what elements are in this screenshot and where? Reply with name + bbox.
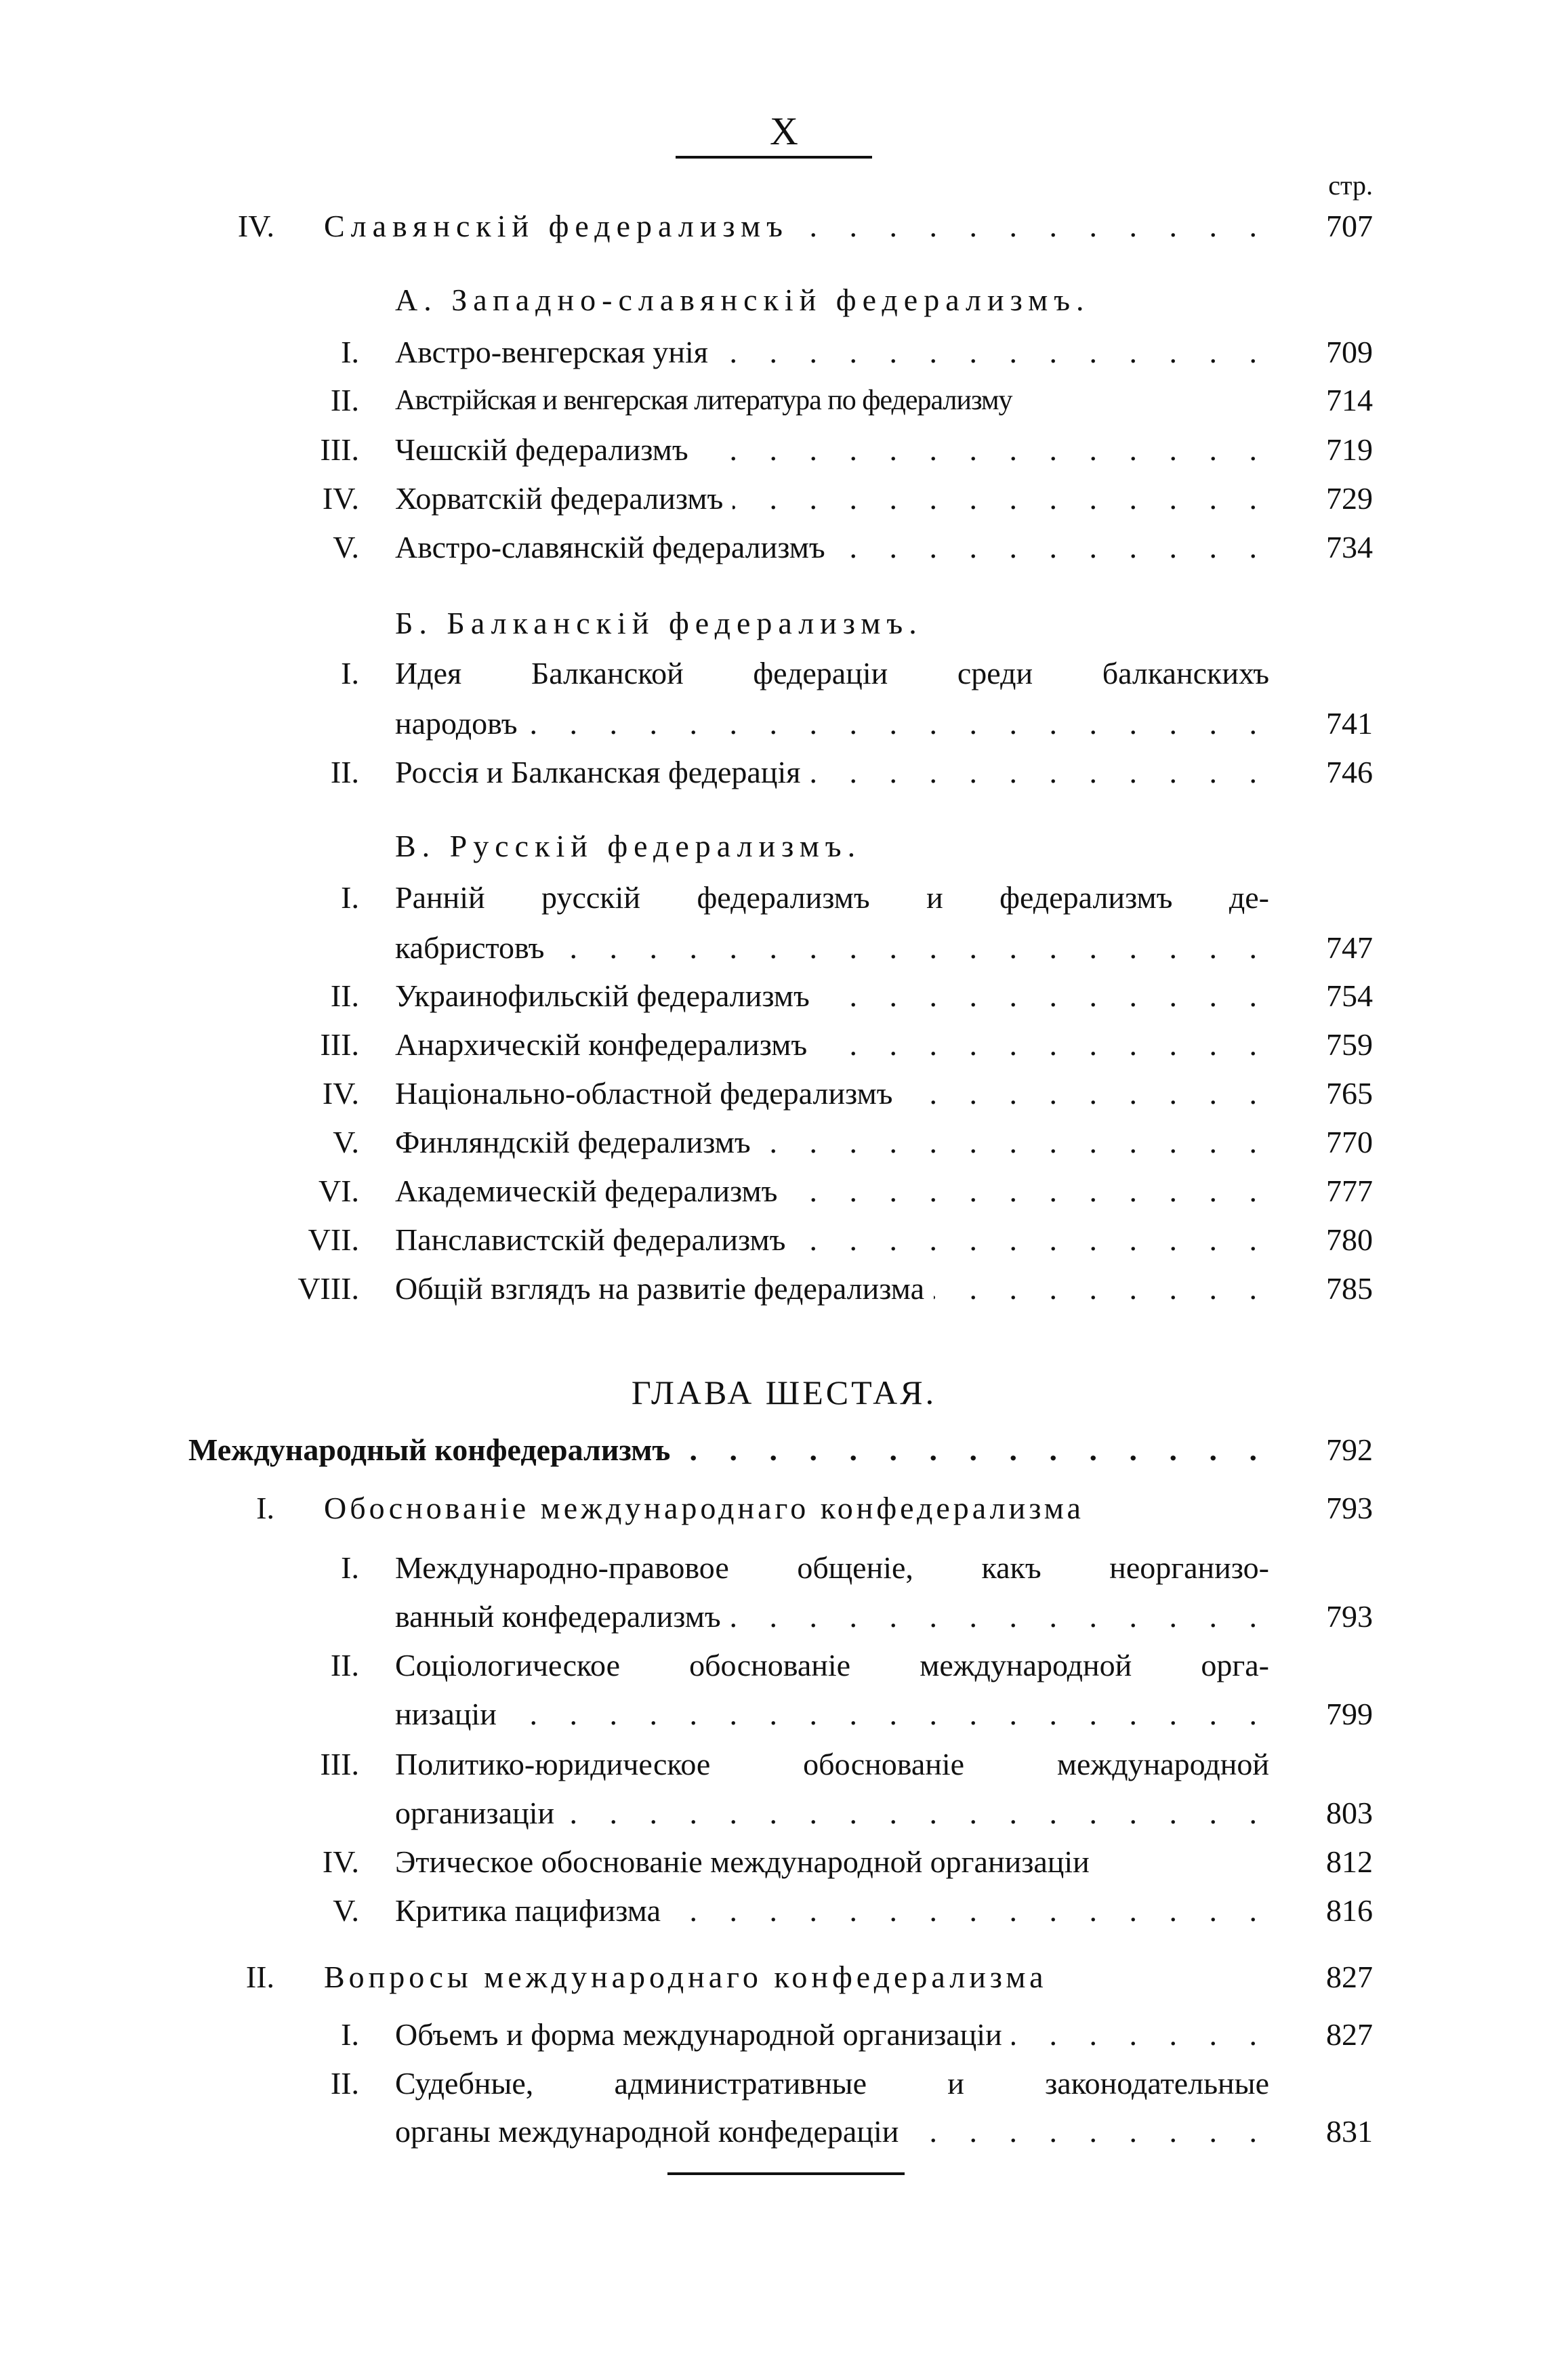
entry-page: 714 bbox=[1326, 383, 1373, 417]
part-title: Обоснованіе международнаго конфедерализма bbox=[324, 1491, 1084, 1525]
entry-page: 785 bbox=[1326, 1271, 1373, 1306]
entry-title-line2: народовъ . . . bbox=[395, 703, 1269, 744]
entry-page: 799 bbox=[1326, 1697, 1373, 1731]
entry-numeral: IV. bbox=[322, 1844, 359, 1879]
toc-entry[interactable] bbox=[0, 1171, 1568, 1212]
entry-page: 780 bbox=[1326, 1222, 1373, 1257]
entry-numeral: I. bbox=[341, 1550, 359, 1585]
entry-title: Панславистскій федерализмъ . . . bbox=[395, 1220, 1269, 1260]
entry-numeral: III. bbox=[320, 1027, 359, 1062]
toc-entry[interactable] bbox=[0, 752, 1568, 793]
entry-title: Объемъ и форма международной организаціи . . . bbox=[395, 2014, 1269, 2055]
toc-entry-line1[interactable] bbox=[0, 2063, 1568, 2104]
toc-entry[interactable] bbox=[0, 2014, 1568, 2055]
part-title: Вопросы международнаго конфедерализма bbox=[324, 1960, 1048, 1994]
entry-numeral: II. bbox=[330, 383, 359, 417]
toc-entry-line2[interactable] bbox=[0, 2111, 1568, 2152]
entry-page: 765 bbox=[1326, 1076, 1373, 1111]
entry-page: 827 bbox=[1326, 1960, 1373, 1994]
section-heading: А. Западно-славянскій федерализмъ. bbox=[395, 283, 1090, 317]
entry-numeral: III. bbox=[320, 1747, 359, 1781]
entry-page: 707 bbox=[1326, 209, 1373, 243]
entry-page: 709 bbox=[1326, 335, 1373, 369]
entry-page: 831 bbox=[1326, 2114, 1373, 2149]
entry-title-line1: Международно-правовое общеніе, какъ неорганизо- bbox=[395, 1550, 1269, 1585]
toc-entry[interactable] bbox=[0, 1220, 1568, 1260]
entry-title-line2: низаціи . . . bbox=[395, 1694, 1269, 1735]
entry-numeral: II. bbox=[330, 978, 359, 1013]
toc-entry-line2[interactable] bbox=[0, 1694, 1568, 1735]
toc-entry-line1[interactable] bbox=[0, 877, 1568, 918]
entry-numeral: VI. bbox=[318, 1174, 359, 1208]
entry-page: 792 bbox=[1326, 1432, 1373, 1467]
entry-title-line2: органы международной конфедераціи . . . bbox=[395, 2111, 1269, 2152]
toc-entry-line1[interactable] bbox=[0, 1744, 1568, 1785]
page-column-label: стр. bbox=[1328, 170, 1373, 201]
toc-entry[interactable] bbox=[0, 1073, 1568, 1114]
entry-title-line1: Идея Балканской федераціи среди балканскихъ bbox=[395, 656, 1269, 690]
entry-numeral: II. bbox=[330, 2066, 359, 2101]
toc-entry-line1[interactable] bbox=[0, 1645, 1568, 1686]
entry-page: 719 bbox=[1326, 432, 1373, 467]
entry-page: 770 bbox=[1326, 1125, 1373, 1159]
entry-title-line1: Соціологическое обоснованіе международной орга- bbox=[395, 1648, 1269, 1682]
entry-page: 777 bbox=[1326, 1174, 1373, 1208]
entry-page: 793 bbox=[1326, 1491, 1373, 1525]
entry-page: 754 bbox=[1326, 978, 1373, 1013]
section-heading: В. Русскій федерализмъ. bbox=[395, 829, 862, 863]
toc-entry-line1[interactable] bbox=[0, 653, 1568, 694]
entry-title: Общій взглядъ на развитіе федерализма . . . bbox=[395, 1268, 1269, 1309]
entry-numeral: II. bbox=[330, 1648, 359, 1682]
entry-numeral: I. bbox=[341, 656, 359, 690]
toc-entry[interactable] bbox=[0, 1842, 1568, 1882]
entry-title: Финляндскій федерализмъ . . . bbox=[395, 1122, 1269, 1163]
entry-title: Критика пацифизма . . . bbox=[395, 1890, 1269, 1931]
toc-entry[interactable] bbox=[0, 206, 1568, 247]
entry-title: Россія и Балканская федерація . . . bbox=[395, 752, 1269, 793]
toc-entry[interactable] bbox=[0, 430, 1568, 470]
entry-title: Чешскій федерализмъ . . . bbox=[395, 430, 1269, 470]
toc-entry-part[interactable] bbox=[0, 1488, 1568, 1529]
toc-entry-line2[interactable] bbox=[0, 703, 1568, 744]
toc-entry[interactable] bbox=[0, 1122, 1568, 1163]
entry-title-line2: организаціи . . . bbox=[395, 1793, 1269, 1834]
entry-page: 827 bbox=[1326, 2017, 1373, 2052]
entry-page: 729 bbox=[1326, 481, 1373, 516]
entry-page: 803 bbox=[1326, 1796, 1373, 1830]
entry-title: Украинофильскій федерализмъ . . . bbox=[395, 976, 1269, 1016]
entry-page: 793 bbox=[1326, 1599, 1373, 1634]
toc-entry-line2[interactable] bbox=[0, 928, 1568, 968]
toc-entry-line1[interactable] bbox=[0, 1548, 1568, 1588]
part-numeral: I. bbox=[256, 1491, 274, 1525]
entry-title-line2: кабристовъ . . . bbox=[395, 928, 1269, 968]
entry-title: Этическое обоснованіе международной организаціи bbox=[395, 1842, 1269, 1882]
toc-entry-line2[interactable] bbox=[0, 1596, 1568, 1637]
section-heading: Б. Балканскій федерализмъ. bbox=[395, 606, 923, 640]
entry-title-line1: Судебные, административные и законодательные bbox=[395, 2066, 1269, 2101]
entry-numeral: I. bbox=[341, 880, 359, 915]
entry-title: Національно-областной федерализмъ . . . bbox=[395, 1073, 1269, 1114]
entry-title: Академическій федерализмъ . . . bbox=[395, 1171, 1269, 1212]
footer-rule bbox=[667, 2172, 905, 2175]
toc-entry[interactable] bbox=[0, 1268, 1568, 1309]
entry-title: Австро-венгерская унія . . . bbox=[395, 332, 1269, 373]
entry-title-line2: ванный конфедерализмъ . . . bbox=[395, 1596, 1269, 1637]
entry-title: Анархическій конфедерализмъ . . . bbox=[395, 1025, 1269, 1065]
part-numeral: II. bbox=[245, 1960, 274, 1994]
chapter-title: Международный конфедерализмъ . . . bbox=[188, 1430, 1269, 1470]
entry-title: Славянскій федерализмъ . . . bbox=[324, 206, 1269, 247]
entry-page: 747 bbox=[1326, 930, 1373, 965]
entry-title: Хорватскій федерализмъ . . . bbox=[395, 478, 1269, 519]
entry-title-line1: Политико-юридическое обоснованіе международной bbox=[395, 1747, 1269, 1781]
entry-page: 812 bbox=[1326, 1844, 1373, 1879]
entry-title: Австрійская и венгерская литература по федерализму bbox=[395, 380, 1269, 421]
chapter-heading: ГЛАВА ШЕСТАЯ. bbox=[631, 1373, 937, 1411]
entry-numeral: IV. bbox=[322, 481, 359, 516]
entry-numeral: II. bbox=[330, 755, 359, 789]
page-number: X bbox=[770, 109, 798, 153]
toc-entry[interactable] bbox=[0, 1025, 1568, 1065]
toc-entry[interactable] bbox=[0, 332, 1568, 373]
entry-numeral: I. bbox=[341, 335, 359, 369]
entry-numeral: III. bbox=[320, 432, 359, 467]
entry-page: 734 bbox=[1326, 530, 1373, 564]
entry-numeral: V. bbox=[333, 1893, 359, 1928]
entry-numeral: V. bbox=[333, 530, 359, 564]
toc-entry-part[interactable] bbox=[0, 1957, 1568, 1998]
entry-title: Австро-славянскій федерализмъ . . . bbox=[395, 527, 1269, 568]
entry-numeral: V. bbox=[333, 1125, 359, 1159]
toc-entry[interactable] bbox=[0, 976, 1568, 1016]
entry-page: 759 bbox=[1326, 1027, 1373, 1062]
toc-entry[interactable] bbox=[0, 1890, 1568, 1931]
entry-numeral: IV. bbox=[237, 209, 274, 243]
entry-numeral: VII. bbox=[308, 1222, 359, 1257]
entry-page: 746 bbox=[1326, 755, 1373, 789]
entry-title-line1: Ранній русскій федерализмъ и федерализмъ де- bbox=[395, 880, 1269, 915]
toc-entry[interactable] bbox=[0, 380, 1568, 421]
entry-page: 816 bbox=[1326, 1893, 1373, 1928]
toc-entry[interactable] bbox=[0, 527, 1568, 568]
header-rule bbox=[676, 156, 872, 159]
entry-page: 741 bbox=[1326, 706, 1373, 741]
toc-entry[interactable] bbox=[0, 478, 1568, 519]
toc-entry-line2[interactable] bbox=[0, 1793, 1568, 1834]
entry-numeral: I. bbox=[341, 2017, 359, 2052]
entry-numeral: VIII. bbox=[297, 1271, 359, 1306]
entry-numeral: IV. bbox=[322, 1076, 359, 1111]
toc-entry-chapter[interactable] bbox=[0, 1430, 1568, 1470]
